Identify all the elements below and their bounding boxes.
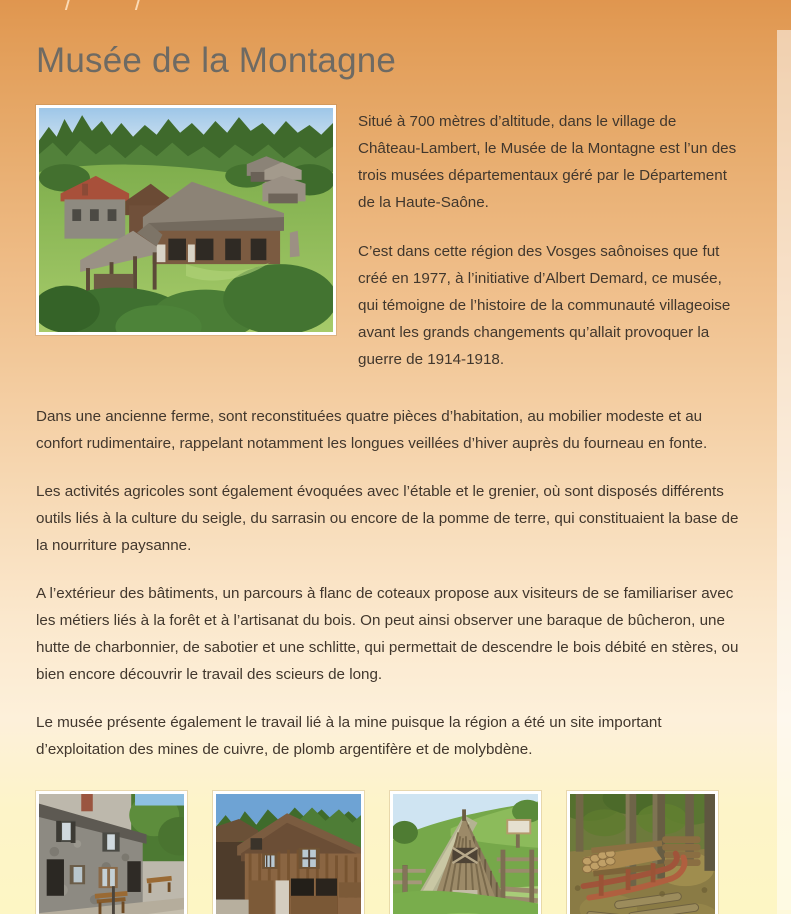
intro-text-column bbox=[358, 105, 741, 373]
body-paragraph-4: Le musée présente également le travail lié à la mine puisque la région a été un site important d’exploitation des mines de cuivre, de plomb argentifère et de molybdène. bbox=[36, 713, 662, 758]
hero-image-illustration bbox=[39, 108, 333, 332]
stone-farmhouse-illustration bbox=[39, 794, 184, 914]
body-paragraph-1: Dans une ancienne ferme, sont reconstituées quatre pièces d’habitation, au mobilier modeste et au confort rudimentaire, rappelant notamment les longues veillées d’hiver auprès du fourneau en fonte. bbox=[36, 407, 708, 452]
gallery-thumbnail-wooden-barn[interactable] bbox=[213, 791, 364, 914]
wooden-barn-illustration bbox=[216, 794, 361, 914]
gallery-thumbnail-log-sled[interactable] bbox=[567, 791, 718, 914]
woodcutter-hut-illustration bbox=[393, 794, 538, 914]
log-sled-illustration bbox=[570, 794, 715, 914]
gallery-thumbnail-woodcutter-hut[interactable] bbox=[390, 791, 541, 914]
hero-image bbox=[36, 105, 336, 335]
intro-paragraph-1: Situé à 700 mètres d’altitude, dans le village de Château-Lambert, le Musée de la Montagne est l’un des trois musées départementaux géré par le Département de la Haute-Saône. bbox=[358, 112, 737, 211]
gallery-thumbnail-stone-farmhouse[interactable] bbox=[36, 791, 187, 914]
vertical-scrollbar[interactable] bbox=[777, 30, 791, 914]
body-text-section bbox=[36, 403, 741, 763]
intro-section bbox=[36, 105, 741, 373]
body-paragraph-3: A l’extérieur des bâtiments, un parcours à flanc de coteaux propose aux visiteurs de se familiariser avec les métiers liés à la forêt et à l’artisanat du bois. On peut ainsi observer une baraque de bûcheron, une hutte de charbonnier, de sabotier et une schlitte, qui permettait de descendre le bois débité en stères, ou bien encore découvrir le travail des scieurs de long. bbox=[36, 584, 739, 683]
scrollbar-thumb[interactable] bbox=[777, 30, 791, 910]
gallery-thumbnail-strip bbox=[36, 791, 741, 914]
intro-paragraph-2: C’est dans cette région des Vosges saônoises que fut créé en 1977, à l’initiative d’Albert Demard, ce musée, qui témoigne de l’histoire de la communauté villageoise avant les grands changements qu’allait provoquer la guerre de 1914-1918. bbox=[358, 242, 731, 368]
page-title: Musée de la Montagne bbox=[36, 41, 397, 80]
body-paragraph-2: Les activités agricoles sont également évoquées avec l’étable et le grenier, où sont disposés différents outils liés à la culture du seigle, du sarrasin ou encore de la pomme de terre, qui constituaient la base de la nourriture paysanne. bbox=[36, 482, 739, 554]
